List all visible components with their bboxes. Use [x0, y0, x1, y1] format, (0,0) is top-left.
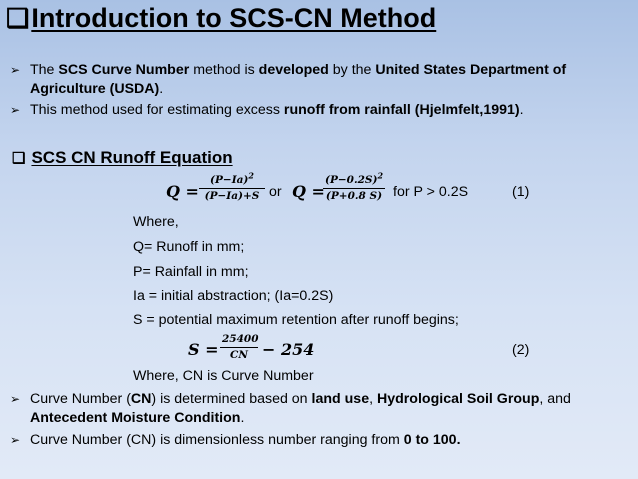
eq2-number: (2) — [512, 342, 530, 358]
bullet-line: Agriculture (USDA). — [30, 81, 164, 97]
eq2-lhs: S = — [188, 340, 219, 359]
eq1-condition: for P > 0.2S — [393, 184, 469, 200]
bullet-line: This method used for estimating excess runoff from rainfall (Hjelmfelt,1991). — [30, 102, 524, 118]
def-p: P= Rainfall in mm; — [133, 264, 249, 280]
def-q: Q= Runoff in mm; — [133, 239, 245, 255]
eq1-lhs-2: Q = — [292, 182, 325, 201]
def-s: S = potential maximum retention after runoff begins; — [133, 312, 459, 328]
arrow-bullet-icon: ➢ — [10, 392, 21, 406]
arrow-bullet-icon: ➢ — [10, 63, 21, 77]
eq1-lhs: Q = — [166, 182, 199, 201]
bullet-line: Curve Number (CN) is determined based on land use, Hydrological Soil Group, and — [30, 391, 571, 407]
where-label: Where, — [133, 214, 179, 230]
arrow-bullet-icon: ➢ — [10, 103, 21, 117]
equation-heading — [12, 147, 233, 170]
bullet-line: Curve Number (CN) is dimensionless number ranging from 0 to 100. — [30, 432, 461, 448]
bullet-line: Antecedent Moisture Condition. — [30, 410, 245, 426]
equation-heading-text: SCS CN Runoff Equation — [31, 148, 233, 167]
eq1-fraction-2: $\frac{(P-0.2S)^2}{(P+0.8 S)}$ — [325, 170, 384, 202]
checkbox-bullet-icon: ❑ — [12, 150, 26, 167]
slide-title — [6, 2, 436, 34]
slide-title-text: Introduction to SCS-CN Method — [31, 3, 437, 33]
eq1-number: (1) — [512, 184, 530, 200]
def-ia: Ia = initial abstraction; (Ia=0.2S) — [133, 288, 334, 304]
checkbox-bullet-icon: ❑ — [6, 3, 30, 33]
bullet-line: The SCS Curve Number method is developed by the United States Department of — [30, 62, 567, 78]
eq1-fraction-1: $\frac{(P-Ia)^2}{(P-Ia)+S}$ — [199, 174, 265, 203]
eq1-or: or — [269, 184, 282, 200]
eq2-fraction: $\frac{25400}{CN}$ — [222, 333, 259, 361]
eq2-rest: − 254 — [262, 340, 315, 359]
where-cn: Where, CN is Curve Number — [133, 368, 314, 384]
arrow-bullet-icon: ➢ — [10, 433, 21, 447]
